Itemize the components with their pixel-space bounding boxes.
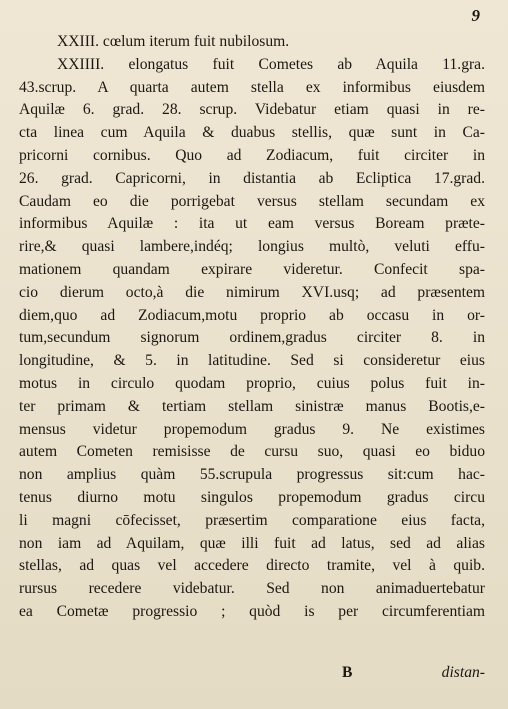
- text-line: Caudam eo die porrigebat versus stellam secundam ex: [19, 192, 485, 210]
- body-text: [19, 31, 485, 624]
- text-line: diem,quo ad Zodiacum,motu proprio ab occasu in or-: [19, 306, 485, 324]
- text-line: autem Cometen remisisse de cursu suo, quasi eo biduo: [19, 443, 485, 461]
- catchword: distan-: [441, 664, 485, 681]
- text-line: XXIII. cœlum iterum fuit nubilosum.: [57, 33, 290, 50]
- text-line: ter primam & tertiam stellam sinistræ manus Bootis,e-: [19, 397, 485, 415]
- text-line: tum,secundum signorum ordinem,gradus circiter 8. in: [19, 329, 485, 347]
- text-line: stellas, ad quas vel accedere directo tramite, vel à quib.: [19, 557, 485, 575]
- page-number: 9: [471, 6, 480, 25]
- text-line: cta linea cum Aquila & duabus stellis, quæ sunt in Ca-: [19, 124, 485, 142]
- text-line: rire,& quasi lambere,indéq; longius multò, veluti effu-: [19, 238, 485, 256]
- text-line: rursus recedere videbatur. Sed non animaduertebatur: [19, 580, 485, 598]
- text-line: Aquilæ 6. grad. 28. scrup. Videbatur etiam quasi in re-: [19, 101, 485, 119]
- text-line: non iam ad Aquilam, quæ illi fuit ad latus, sed ad alias: [19, 534, 485, 552]
- text-line: pricorni cornibus. Quo ad Zodiacum, fuit circiter in: [19, 146, 485, 164]
- text-line: tenus diurno motu singulos propemodum gradus circu: [19, 488, 485, 506]
- text-line: mensus videtur propemodum gradus 9. Ne existimes: [19, 420, 485, 438]
- text-line: informibus Aquilæ : ita ut eam versus Boream præte-: [19, 215, 485, 233]
- text-line: cio dierum octo,à die nimirum XVI.usq; ad præsentem: [19, 283, 485, 301]
- signature-mark: B: [342, 664, 353, 681]
- text-line: non amplius quàm 55.scrupula progressus sit:cum hac-: [19, 466, 485, 484]
- text-line: 43.scrup. A quarta autem stella ex informibus eiusdem: [19, 78, 485, 96]
- text-line: ea Cometæ progressio ; quòd is per circumferentiam: [19, 602, 485, 620]
- text-line: longitudine, & 5. in latitudine. Sed si consideretur eius: [19, 352, 485, 370]
- page-footer: [19, 664, 485, 688]
- text-line: motus in circulo quodam proprio, cuius polus fuit in-: [19, 374, 485, 392]
- text-line: XXIIII. elongatus fuit Cometes ab Aquila 11.gra.: [57, 55, 485, 73]
- text-line: mationem quandam expirare videretur. Confecit spa-: [19, 260, 485, 278]
- text-line: 26. grad. Capricorni, in distantia ab Ecliptica 17.grad.: [19, 169, 485, 187]
- text-line: li magni cōfecisset, præsertim comparatione eius facta,: [19, 511, 485, 529]
